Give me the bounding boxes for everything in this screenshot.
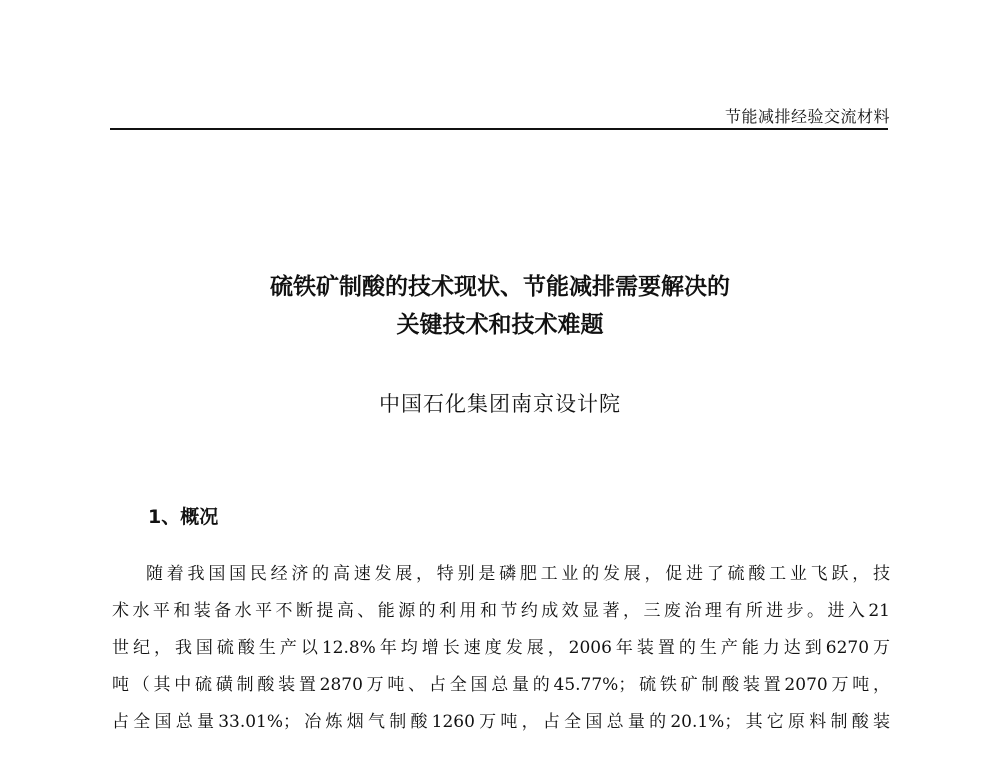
paragraph-line: 占全国总量33.01%；冶炼烟气制酸1260万吨，占全国总量的20.1%；其它原料制酸装: [112, 712, 890, 732]
title-line-1: 硫铁矿制酸的技术现状、节能减排需要解决的: [270, 274, 730, 300]
paragraph-line: 术水平和装备水平不断提高、能源的利用和节约成效显著，三废治理有所进步。进入21: [112, 601, 890, 621]
paragraph-line: 吨（其中硫磺制酸装置2870万吨、占全国总量的45.77%；硫铁矿制酸装置2070万吨，: [112, 675, 890, 695]
author-organization: 中国石化集团南京设计院: [379, 392, 621, 416]
title-line-2: 关键技术和技术难题: [396, 312, 604, 338]
body-paragraph: [112, 556, 890, 741]
paragraph-line: 世纪，我国硫酸生产以12.8%年均增长速度发展，2006年装置的生产能力达到6270万: [112, 638, 890, 658]
header-rule: [110, 128, 888, 130]
document-title: [0, 268, 1000, 344]
paragraph-line: 随着我国国民经济的高速发展，特别是磷肥工业的发展，促进了硫酸工业飞跃，技: [146, 564, 890, 584]
section-heading: 1、概况: [148, 506, 219, 528]
running-header: 节能减排经验交流材料: [724, 107, 890, 126]
